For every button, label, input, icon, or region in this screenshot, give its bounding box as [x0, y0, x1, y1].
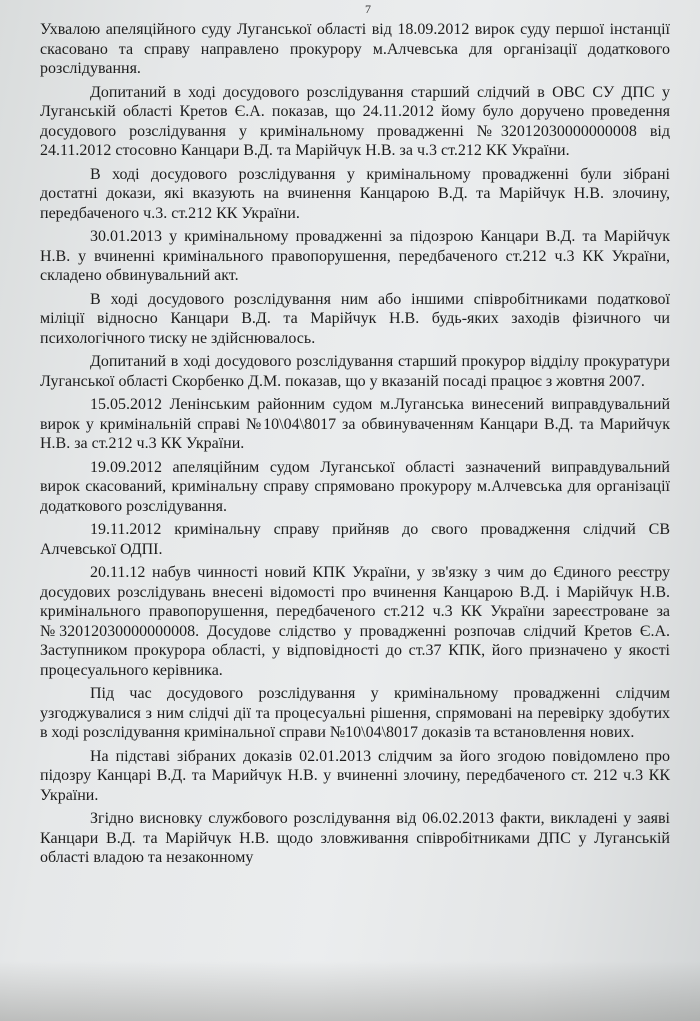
- paragraph: 20.11.12 набув чинності новий КПК України, у зв'язку з чим до Єдиного реєстру досудових розслідувань внесені відомості про вчинення Канцарою В.Д. і Марійчук Н.В. кримінального правопорушення, передбаченого ст.212 ч.3 КК України зареєстроване за №32012030000000008. Досудове слідство у провадженні розпочав слідчий Кретов Є.А. Заступником прокурора області, у відповідності до ст.37 КПК, його призначено у якості процесуального керівника.: [40, 564, 670, 679]
- paragraph: 15.05.2012 Ленінським районним судом м.Луганська винесений виправдувальний вирок у кримінальній справі №10\04\8017 за обвинуваченням Канцари В.Д. та Марийчук Н.В. за ст.212 ч.3 КК України.: [40, 396, 670, 452]
- page-number: 7: [365, 2, 371, 16]
- paragraph: Ухвалою апеляційного суду Луганської області від 18.09.2012 вирок суду першої інстанції скасовано та справу направлено прокурору м.Алчевська для організації додаткового розслідування.: [40, 21, 670, 77]
- paragraph: В ході досудового розслідування ним або іншими співробітниками податкової міліції відносно Канцари В.Д. та Марійчук Н.В. будь-яких заходів фізичного чи психологічного тиску не здійснювалось.: [40, 290, 670, 347]
- document-body: [40, 20, 670, 872]
- paragraph: Допитаний в ході досудового розслідування старший прокурор відділу прокуратури Луганської області Скорбенко Д.М. показав, що у вказаній посаді працює з жовтня 2007.: [40, 353, 670, 390]
- paragraph: 30.01.2013 у кримінальному провадженні за підозрою Канцари В.Д. та Марійчук Н.В. у вчиненні кримінального правопорушення, передбаченого ст.212 ч.3 КК України, складено обвинувальний акт.: [40, 228, 670, 284]
- page-bottom-shadow: [0, 961, 700, 1021]
- paragraph: На підставі зібраних доказів 02.01.2013 слідчим за його згодою повідомлено про підозру Канцарі В.Д. та Марийчук Н.В. у вчиненні злочину, передбаченого ст. 212 ч.3 КК України.: [40, 747, 670, 804]
- paragraph: 19.09.2012 апеляційним судом Луганської області зазначений виправдувальний вирок скасований, кримінальну справу спрямовано прокурору м.Алчевська для організації додаткового розслідування.: [40, 458, 670, 515]
- paragraph: Допитаний в ході досудового розслідування старший слідчий в ОВС СУ ДПС у Луганській області Кретов Є.А. показав, що 24.11.2012 йому було доручено проведення досудового розслідування у кримінальному провадженні №32012030000000008 від 24.11.2012 стосовно Канцари В.Д. та Марійчук Н.В. за ч.3 ст.212 КК України.: [40, 83, 670, 159]
- paragraph: 19.11.2012 кримінальну справу прийняв до свого провадження слідчий СВ Алчевської ОДПІ.: [40, 521, 670, 558]
- paragraph: В ході досудового розслідування у кримінальному провадженні були зібрані достатні докази, які вказують на вчинення Канцарою В.Д. та Марійчук Н.В. злочину, передбаченого ч.3. ст.212 КК України.: [40, 165, 670, 222]
- paragraph: Згідно висновку службового розслідування від 06.02.2013 факти, викладені у заяві Канцари В.Д. та Марійчук Н.В. щодо зловживання співробітниками ДПС у Луганській області владою та незаконному: [40, 810, 670, 866]
- paragraph: Під час досудового розслідування у кримінальному провадженні слідчим узгоджувалися з ним слідчі дії та процесуальні рішення, спрямовані на перевірку здобутих в ході розслідування кримінальної справи №10\04\8017 доказів та встановлення нових.: [40, 685, 670, 741]
